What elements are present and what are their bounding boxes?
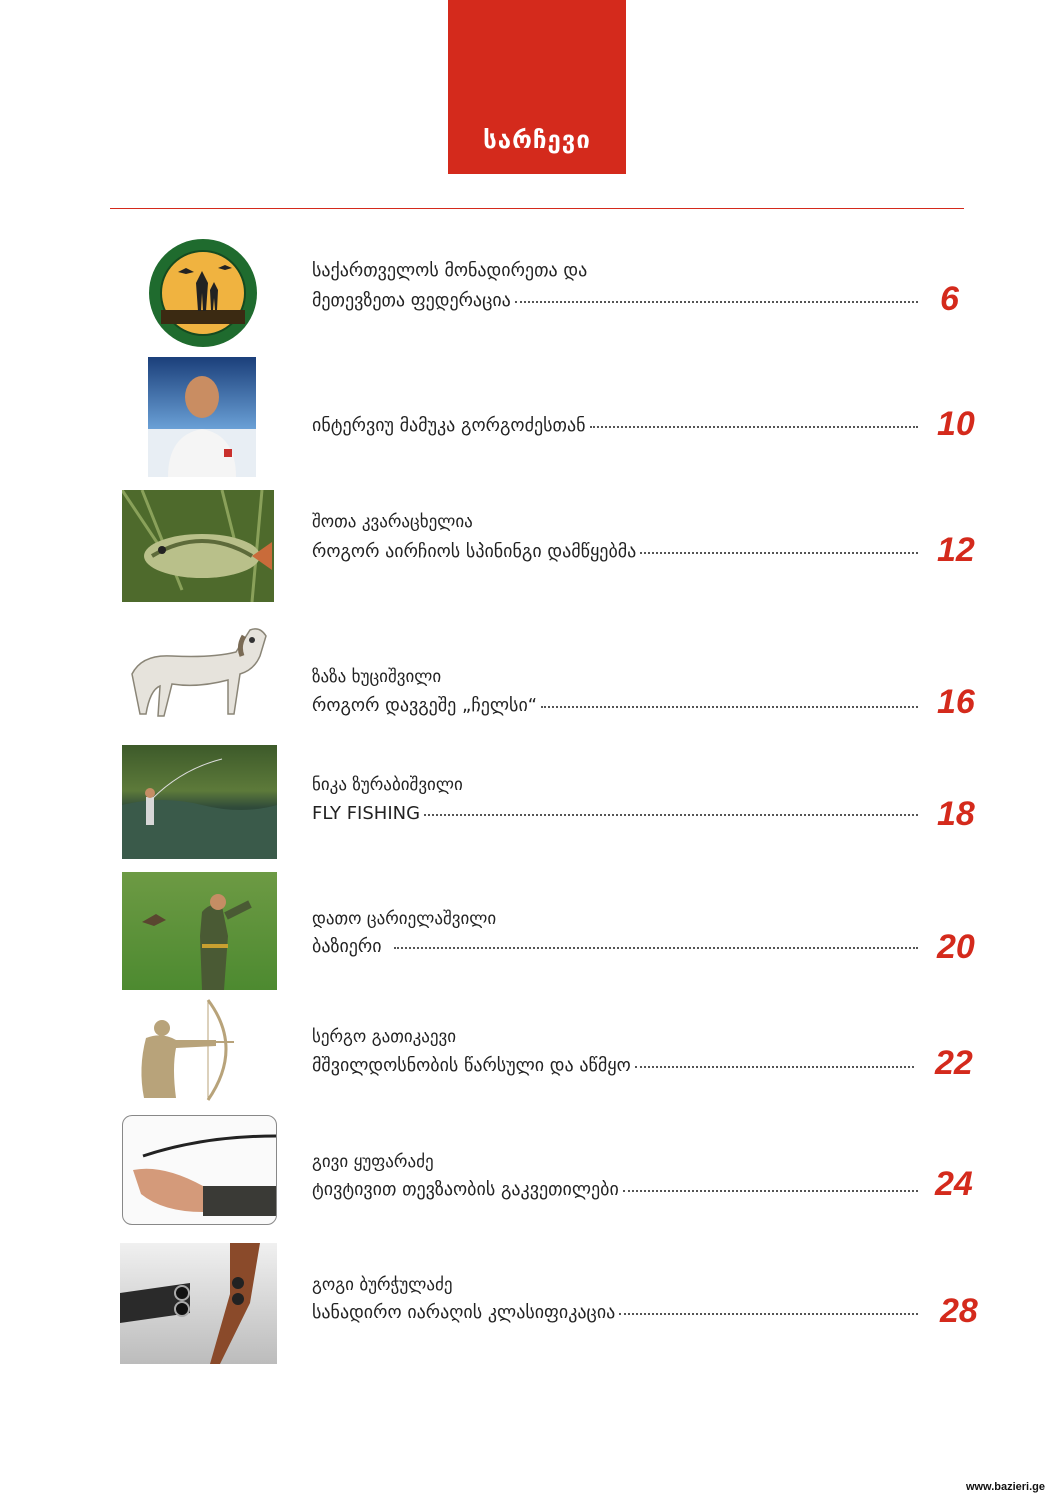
fishing-rod-photo-icon: [122, 1115, 277, 1225]
entry-author: შოთა კვარაცხელია: [312, 512, 473, 532]
portrait-photo-icon: [148, 357, 256, 477]
site-watermark: www.bazieri.ge: [965, 1481, 1045, 1493]
shotgun-photo-icon: [120, 1243, 277, 1364]
falconer-photo-icon: [122, 872, 277, 990]
page-number: 10: [937, 405, 975, 443]
page-number: 20: [937, 928, 975, 966]
leader-dots: [541, 705, 918, 708]
entry-title-line: ბაზიერი: [312, 936, 382, 957]
entry-title-line: როგორ აირჩიოს სპინინგი დამწყებმა: [312, 541, 637, 562]
entry-author: გივი ყუფარაძე: [312, 1152, 434, 1172]
entry-author: დათო ცარიელაშვილი: [312, 909, 497, 929]
entry-title-line: FLY FISHING: [312, 803, 421, 824]
entry-title-line: სანადირო იარაღის კლასიფიკაცია: [312, 1302, 616, 1323]
page-number: 22: [935, 1044, 973, 1082]
page-number: 28: [940, 1292, 978, 1330]
archer-silhouette-icon: [122, 998, 252, 1102]
leader-dots: [619, 1312, 918, 1315]
entry-author: ზაზა ხუციშვილი: [312, 667, 442, 687]
page-number: 24: [935, 1165, 973, 1203]
leader-dots: [623, 1189, 918, 1192]
page-number: 12: [937, 531, 975, 569]
entry-author: ნიკა ზურაბიშვილი: [312, 775, 463, 795]
federation-logo-icon: [148, 238, 258, 348]
entry-title-line: საქართველოს მონადირეთა და: [312, 260, 588, 281]
entry-author: სერგო გათიკაევი: [312, 1027, 457, 1047]
page-number: 6: [940, 280, 959, 318]
contents-header: [448, 0, 626, 174]
leader-dots: [394, 946, 918, 949]
fish-photo-icon: [122, 490, 274, 602]
entry-title-line: როგორ დავგეშე „ჩელსი“: [312, 695, 538, 716]
entry-title-line: მეთევზეთა ფედერაცია: [312, 290, 511, 311]
page-number: 18: [937, 795, 975, 833]
entry-title-line: ტივტივით თევზაობის გაკვეთილები: [312, 1179, 619, 1200]
leader-dots: [635, 1065, 914, 1068]
leader-dots: [590, 425, 919, 428]
entry-author: გოგი ბურჭულაძე: [312, 1275, 453, 1295]
leader-dots: [515, 300, 918, 303]
setter-dog-icon: [122, 618, 274, 728]
river-photo-icon: [122, 745, 277, 859]
page-title: სარჩევი: [483, 126, 591, 154]
entry-title-line: ინტერვიუ მამუკა გორგოძესთან: [312, 415, 586, 436]
leader-dots: [640, 551, 918, 554]
entry-title-line: მშვილდოსნობის წარსული და აწმყო: [312, 1055, 631, 1076]
leader-dots: [424, 813, 918, 816]
page-number: 16: [937, 683, 975, 721]
header-divider: [110, 208, 964, 209]
